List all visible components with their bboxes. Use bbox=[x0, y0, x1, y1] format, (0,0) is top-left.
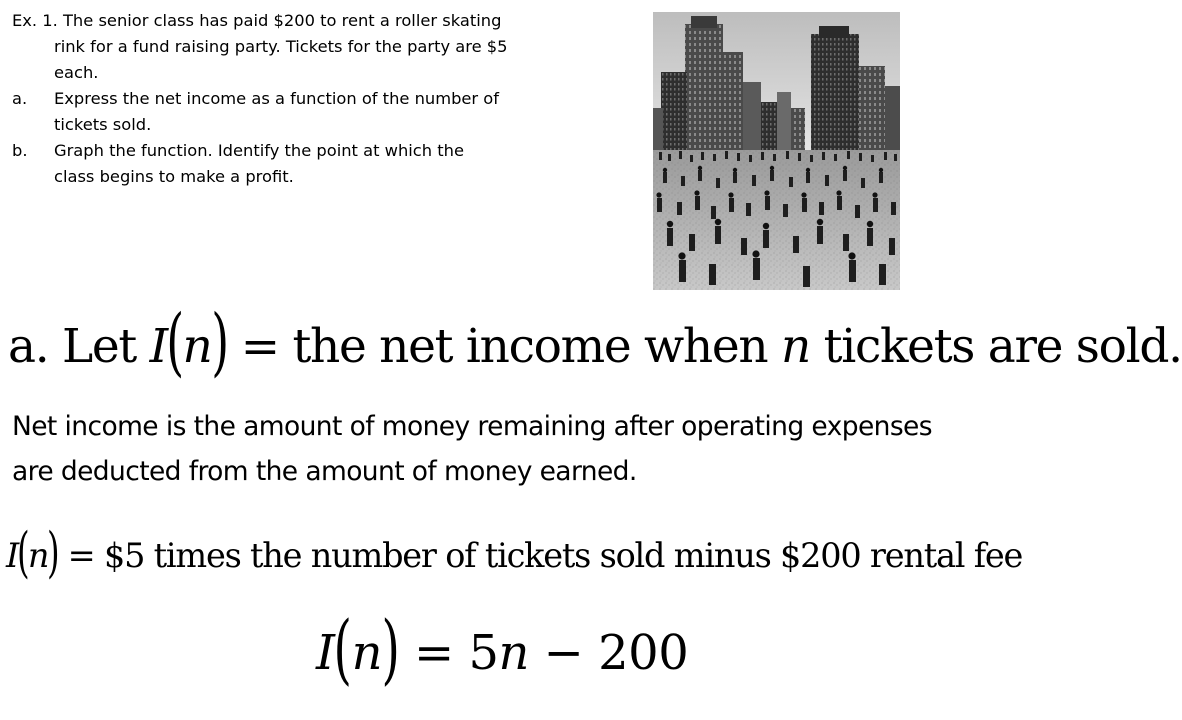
income-formula bbox=[316, 604, 736, 694]
definition-open-paren: ( bbox=[166, 299, 184, 385]
word-equation-variable: n bbox=[27, 536, 49, 575]
formula-variable: n bbox=[351, 625, 383, 681]
problem-line-2: rink for a fund raising party. Tickets for the party are $5 bbox=[54, 37, 508, 56]
part-b-line-2: class begins to make a profit. bbox=[54, 167, 294, 186]
definition-middle: = the net income when bbox=[227, 319, 782, 374]
word-equation-open-paren: ( bbox=[17, 521, 29, 584]
definition-prefix: a. Let bbox=[8, 319, 150, 374]
formula-variable-2: n bbox=[498, 625, 529, 681]
formula-open-paren: ( bbox=[334, 604, 353, 693]
definition-function-name: I bbox=[149, 319, 167, 374]
problem-line-3: each. bbox=[54, 63, 99, 82]
formula-equals: = 5 bbox=[399, 625, 499, 681]
part-a-line-2: tickets sold. bbox=[54, 115, 152, 134]
definition-variable-2: n bbox=[781, 319, 811, 374]
part-b bbox=[12, 138, 612, 190]
problem-line-1: Ex. 1. The senior class has paid $200 to rent a roller skating bbox=[12, 11, 502, 30]
part-a-marker: a. bbox=[12, 89, 28, 108]
formula-close-paren: ) bbox=[381, 604, 400, 693]
skating-rink-photo bbox=[653, 12, 900, 290]
definition-statement bbox=[8, 299, 1182, 389]
skating-rink-illustration bbox=[653, 12, 900, 290]
part-b-line-1: Graph the function. Identify the point at which the bbox=[54, 141, 464, 160]
part-a-line-1: Express the net income as a function of the number of bbox=[54, 89, 499, 108]
word-equation-close-paren: ) bbox=[47, 521, 60, 584]
word-equation bbox=[6, 521, 1023, 587]
part-a bbox=[12, 86, 612, 138]
word-equation-rest: = $5 times the number of tickets sold minus $200 rental fee bbox=[58, 536, 1023, 575]
formula-function-name: I bbox=[316, 625, 335, 681]
problem-statement bbox=[12, 8, 612, 190]
definition-suffix: tickets are sold. bbox=[810, 319, 1182, 374]
net-income-explanation: Net income is the amount of money remaining after operating expenses are deducted from the amount of money earned. bbox=[12, 411, 932, 487]
definition-close-paren: ) bbox=[210, 299, 228, 385]
part-b-marker: b. bbox=[12, 141, 28, 160]
definition-variable: n bbox=[182, 319, 212, 374]
word-equation-function-name: I bbox=[6, 536, 19, 575]
formula-rest: − 200 bbox=[528, 625, 689, 681]
